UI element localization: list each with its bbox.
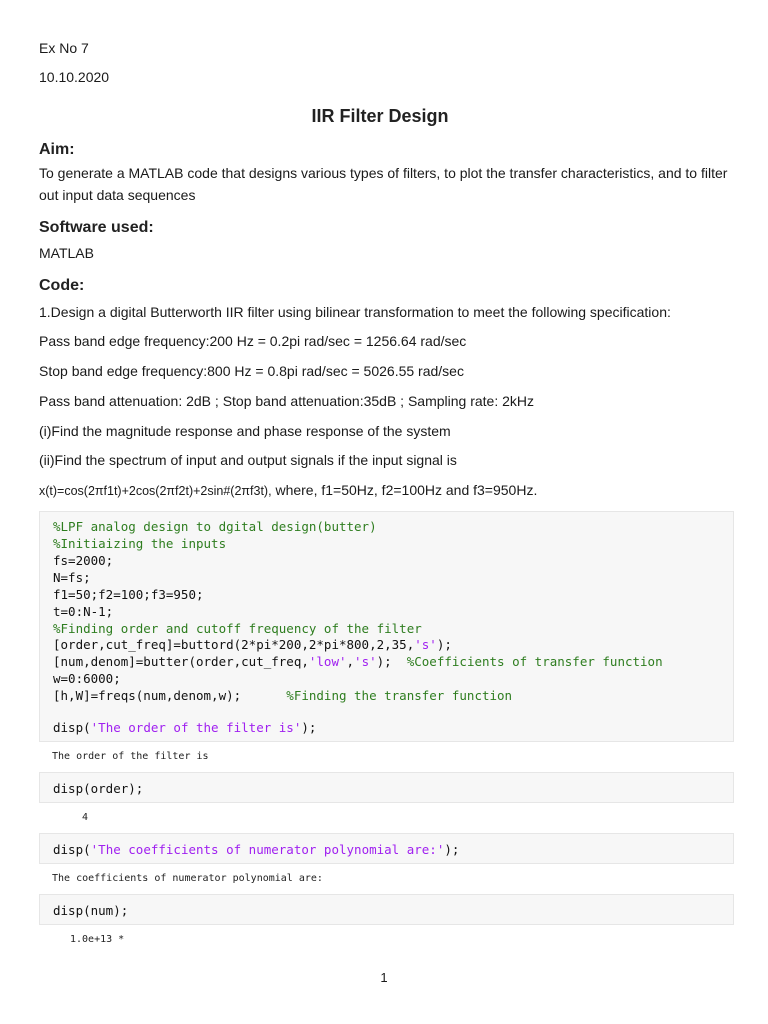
page-title: IIR Filter Design <box>311 106 449 126</box>
code-line: disp(num); <box>53 903 129 918</box>
code-line: disp(order); <box>53 781 144 796</box>
page-number: 1 <box>380 970 388 985</box>
code-line: N=fs; <box>53 570 91 585</box>
code-text: ); <box>436 637 452 652</box>
input-signal-line <box>39 481 537 500</box>
code-comment: %Finding the transfer function <box>286 688 513 703</box>
output-text: The order of the filter is <box>52 751 209 762</box>
code-block-disp-num <box>39 894 734 925</box>
code-comment: %Coefficients of transfer function <box>406 654 663 669</box>
code-text: , <box>346 654 355 669</box>
code-block-disp-order <box>39 772 734 803</box>
signal-formula: x(t)=cos(2πf1t)+2cos(2πf2t)+2sin#(2πf3t), <box>39 484 272 498</box>
signal-frequencies: where, f1=50Hz, f2=100Hz and f3=950Hz. <box>271 482 538 498</box>
code-comment: %LPF analog design to dgital design(butter) <box>53 519 377 534</box>
code-line <box>53 719 316 736</box>
task-i: (i)Find the magnitude response and phase response of the system <box>39 423 451 439</box>
code-line <box>53 687 512 704</box>
code-line: w=0:6000; <box>53 671 121 686</box>
output-value: 4 <box>82 812 89 823</box>
code-heading: Code: <box>39 277 85 294</box>
code-text: [num,denom]=butter(order,cut_freq, <box>53 654 309 669</box>
code-text: disp( <box>53 842 91 857</box>
software-heading: Software used: <box>39 219 154 236</box>
code-block-main <box>39 511 734 742</box>
code-text: [order,cut_freq]=buttord(2*pi*200,2*pi*800,2,35, <box>53 637 415 652</box>
attenuation-spec: Pass band attenuation: 2dB ; Stop band attenuation:35dB ; Sampling rate: 2kHz <box>39 393 535 409</box>
aim-heading: Aim: <box>39 141 75 158</box>
code-block-disp-string <box>39 833 734 864</box>
code-text: ); <box>301 720 317 735</box>
code-string: 'low' <box>308 654 347 669</box>
code-string: 'The coefficients of numerator polynomial are:' <box>90 842 445 857</box>
code-line <box>53 841 459 858</box>
code-text: [h,W]=freqs(num,denom,w); <box>53 688 287 703</box>
pass-band-spec: Pass band edge frequency:200 Hz = 0.2pi rad/sec = 1256.64 rad/sec <box>39 333 467 349</box>
task-description: 1.Design a digital Butterworth IIR filter using bilinear transformation to meet the following specification: <box>39 304 671 320</box>
code-line <box>53 653 663 670</box>
code-line: fs=2000; <box>53 553 114 568</box>
code-line: t=0:N-1; <box>53 604 114 619</box>
code-string: 's' <box>354 654 377 669</box>
aim-text: To generate a MATLAB code that designs various types of filters, to plot the transfer characteristics, and to filter out input data sequences <box>39 165 728 203</box>
code-comment: %Finding order and cutoff frequency of the filter <box>53 621 422 636</box>
stop-band-spec: Stop band edge frequency:800 Hz = 0.8pi rad/sec = 5026.55 rad/sec <box>39 363 464 379</box>
date: 10.10.2020 <box>39 69 110 85</box>
task-ii: (ii)Find the spectrum of input and output signals if the input signal is <box>39 452 457 468</box>
exercise-number: Ex No 7 <box>39 40 89 56</box>
code-text: ); <box>376 654 407 669</box>
code-line <box>53 636 452 653</box>
code-line: f1=50;f2=100;f3=950; <box>53 587 204 602</box>
code-text: ); <box>444 842 460 857</box>
code-text: disp( <box>53 720 91 735</box>
output-text: The coefficients of numerator polynomial are: <box>52 873 323 884</box>
code-comment: %Initiaizing the inputs <box>53 536 227 551</box>
code-string: 's' <box>414 637 437 652</box>
software-text: MATLAB <box>39 245 94 261</box>
code-string: 'The order of the filter is' <box>90 720 302 735</box>
output-value: 1.0e+13 * <box>70 934 125 945</box>
